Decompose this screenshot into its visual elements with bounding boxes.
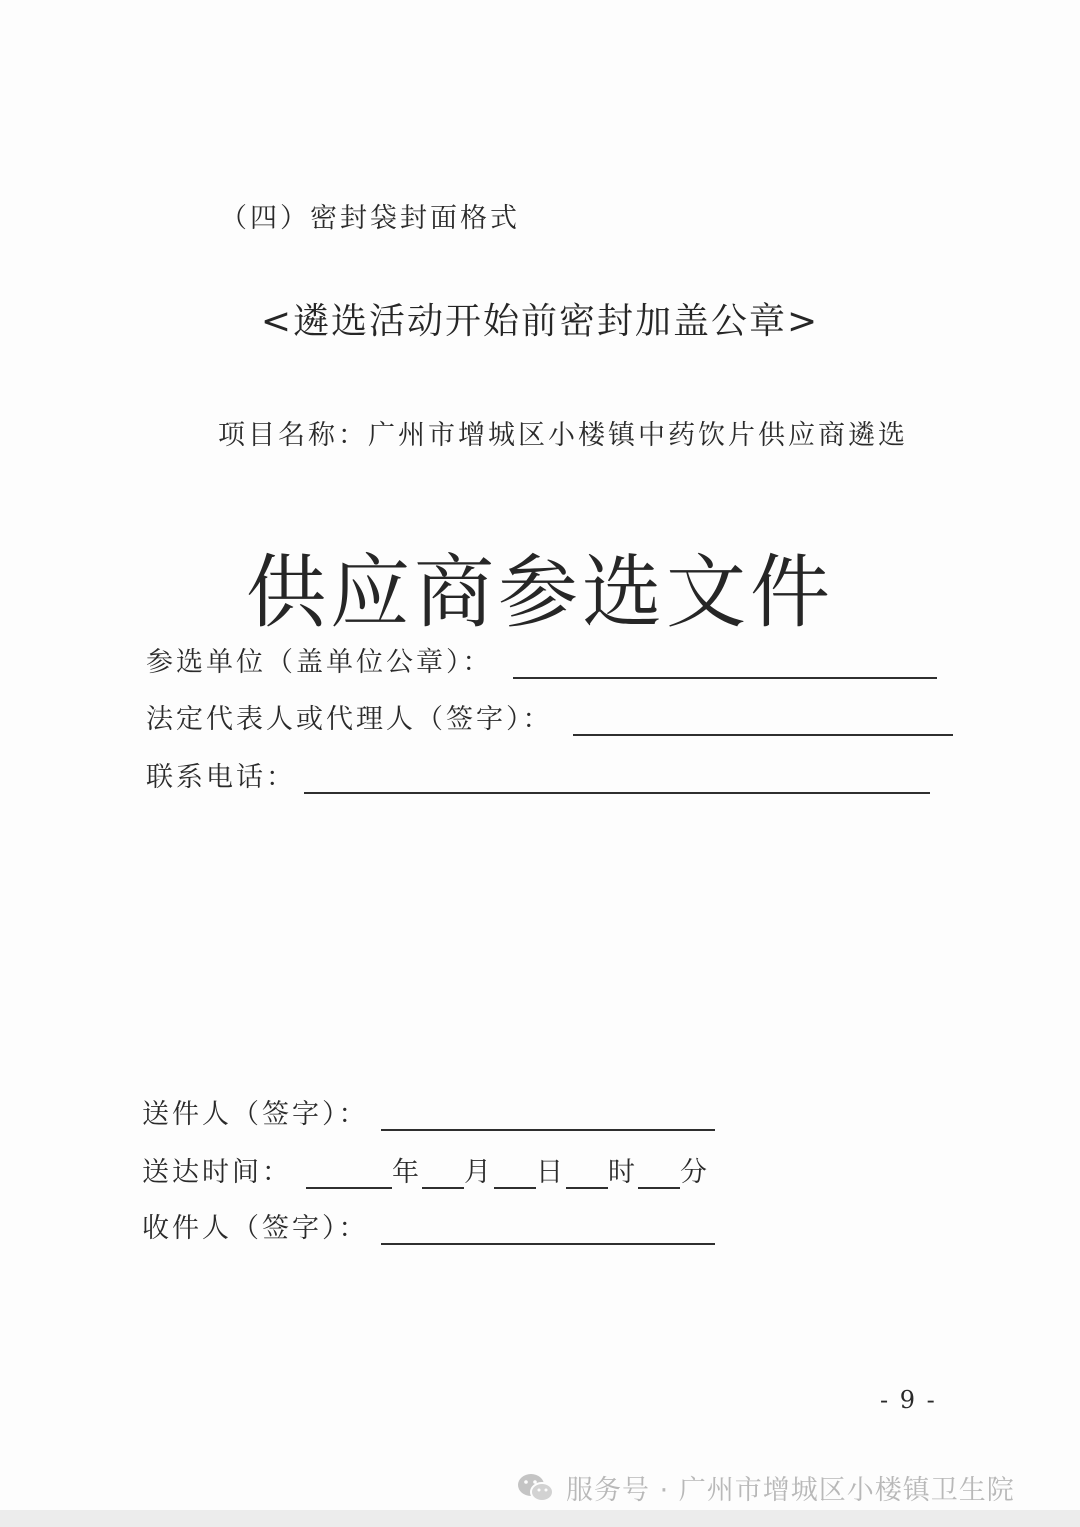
month-unit: 月: [464, 1157, 494, 1188]
seal-instruction: <遴选活动开始前密封加盖公章>: [260, 301, 820, 342]
phone-line[interactable]: [304, 762, 930, 794]
day-blank[interactable]: [494, 1159, 536, 1189]
month-blank[interactable]: [422, 1159, 464, 1189]
field-label: 送达时间：: [142, 1157, 292, 1188]
field-label: 送件人（签字）：: [142, 1099, 369, 1130]
watermark: [516, 1468, 1015, 1507]
field-delivery-time: [142, 1150, 710, 1189]
watermark-text: 服务号 · 广州市增城区小楼镇卫生院: [566, 1475, 1015, 1506]
wechat-icon: [516, 1471, 556, 1505]
field-label: 参选单位（盖单位公章）：: [146, 647, 493, 678]
field-receiver: [142, 1206, 715, 1245]
field-label: 收件人（签字）：: [142, 1213, 369, 1244]
receiver-signature-line[interactable]: [381, 1213, 715, 1245]
page-number: - 9 -: [880, 1386, 937, 1414]
project-name-value: 广州市增城区小楼镇中药饮片供应商遴选: [368, 420, 908, 451]
field-contact-phone: [146, 755, 930, 794]
day-unit: 日: [536, 1157, 566, 1188]
field-label: 法定代表人或代理人（签字）：: [146, 704, 553, 735]
field-label: 联系电话：: [146, 762, 296, 793]
project-name-line: [218, 413, 908, 452]
document-title: 供应商参选文件: [246, 546, 834, 639]
project-name-label: 项目名称：: [218, 420, 368, 451]
field-sender: [142, 1092, 715, 1131]
section-heading: （四）密封袋封面格式: [220, 203, 520, 234]
field-legal-representative: [146, 697, 953, 736]
minute-unit: 分: [680, 1157, 710, 1188]
minute-blank[interactable]: [638, 1159, 680, 1189]
sender-signature-line[interactable]: [381, 1099, 715, 1131]
hour-blank[interactable]: [566, 1159, 608, 1189]
scan-edge: [0, 1510, 1080, 1527]
signature-line[interactable]: [573, 704, 953, 736]
signature-line[interactable]: [513, 647, 937, 679]
year-blank[interactable]: [306, 1159, 392, 1189]
field-participating-unit: [146, 640, 937, 679]
year-unit: 年: [392, 1157, 422, 1188]
hour-unit: 时: [608, 1157, 638, 1188]
